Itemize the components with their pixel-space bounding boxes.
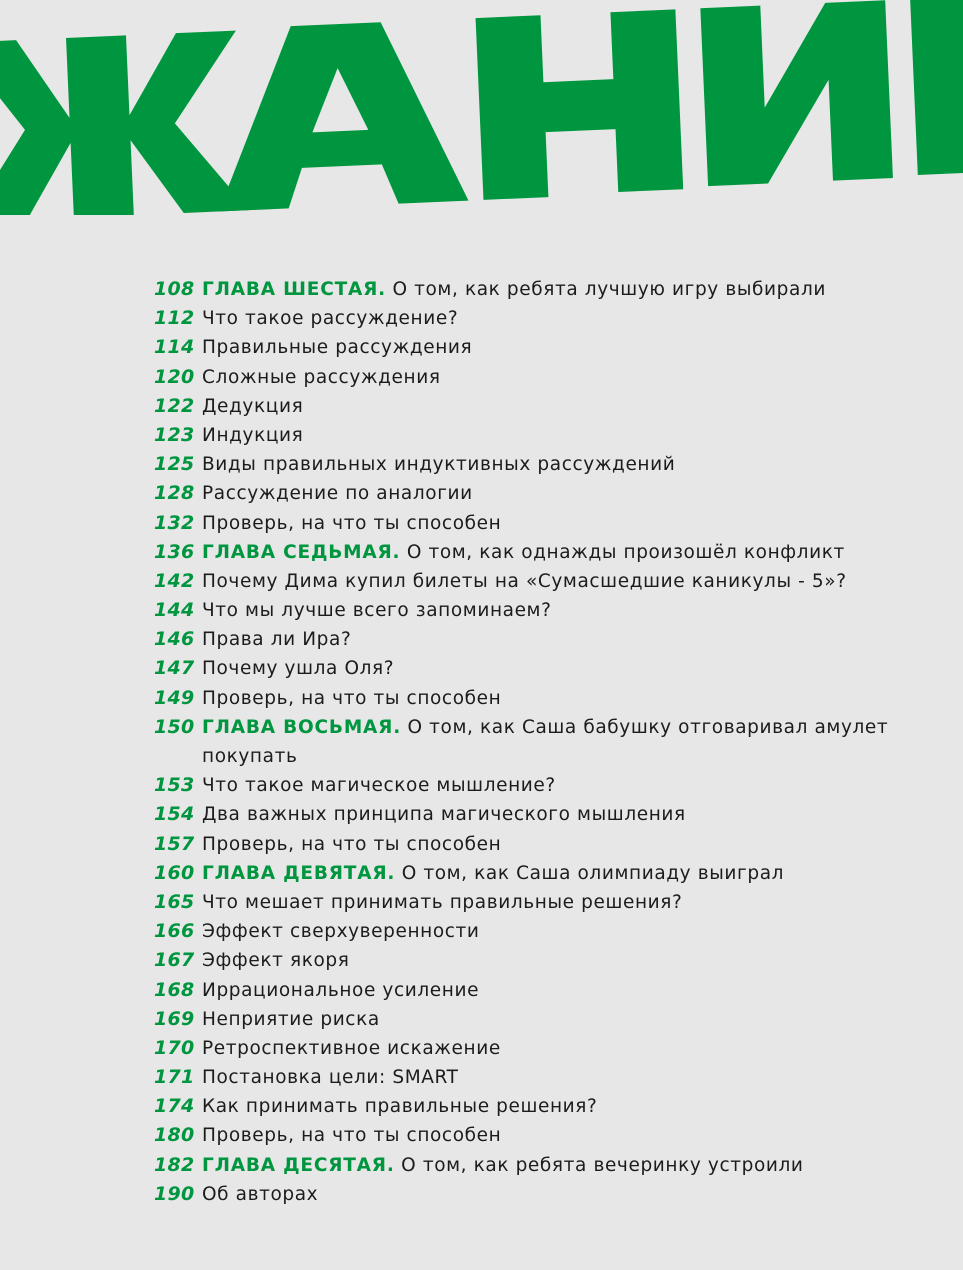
entry-title: Проверь, на что ты способен — [202, 1125, 502, 1147]
entry-title: Эффект сверхуверенности — [202, 921, 480, 943]
entry-text — [202, 654, 944, 683]
entry-title: Дедукция — [202, 395, 304, 417]
toc-row — [154, 946, 944, 975]
entry-title: Правильные рассуждения — [202, 337, 473, 359]
page-number: 160 — [154, 861, 195, 884]
page-number: 123 — [154, 423, 195, 446]
entry-title: О том, как однажды произошёл конфликт — [406, 541, 845, 563]
entry-text — [202, 684, 944, 713]
page-number: 142 — [154, 569, 195, 592]
entry-text — [202, 1092, 944, 1121]
page-number: 136 — [154, 540, 195, 563]
entry-text — [202, 800, 944, 829]
entry-text — [202, 1063, 944, 1092]
entry-title: Как принимать правильные решения? — [202, 1096, 598, 1118]
page-number: 125 — [154, 453, 195, 476]
entry-text — [202, 567, 944, 596]
page-number: 154 — [154, 803, 195, 826]
title-banner — [0, 0, 963, 215]
toc-row — [154, 304, 944, 333]
toc-row — [154, 976, 944, 1005]
entry-text — [202, 304, 944, 333]
entry-title: О том, как ребята лучшую игру выбирали — [392, 279, 826, 300]
entry-title: Об авторах — [202, 1183, 319, 1205]
toc-chapter-row — [154, 713, 944, 771]
toc-row — [154, 888, 944, 917]
page-number: 168 — [154, 978, 195, 1001]
entry-title: Что такое магическое мышление? — [202, 775, 556, 797]
page-number: 132 — [154, 511, 195, 534]
toc-row — [154, 392, 944, 421]
entry-title: Индукция — [202, 424, 304, 446]
entry-title: Проверь, на что ты способен — [202, 687, 502, 709]
entry-title: Проверь, на что ты способен — [202, 833, 502, 855]
toc-row — [154, 771, 944, 800]
entry-text — [202, 946, 944, 975]
page-number: 171 — [154, 1066, 195, 1089]
toc-row — [154, 450, 944, 479]
page-number: 153 — [154, 774, 195, 797]
entry-title: Сложные рассуждения — [202, 366, 441, 388]
entry-title: Почему Дима купил билеты на «Сумасшедшие каникулы - 5»? — [202, 570, 847, 592]
entry-text — [202, 421, 944, 450]
toc-row — [154, 421, 944, 450]
entry-text — [202, 450, 944, 479]
toc-row — [154, 479, 944, 508]
page-number: 144 — [154, 599, 195, 622]
entry-title: О том, как ребята вечеринку устроили — [401, 1154, 804, 1176]
entry-text — [202, 479, 944, 508]
toc-chapter-row — [154, 859, 944, 888]
toc-chapter-row — [154, 275, 944, 304]
chapter-label: ГЛАВА ШЕСТАЯ. — [202, 279, 387, 300]
entry-text — [202, 771, 944, 800]
chapter-label: ГЛАВА СЕДЬМАЯ. — [202, 541, 401, 563]
entry-title: Эффект якоря — [202, 950, 350, 972]
toc-row — [154, 596, 944, 625]
toc-row — [154, 567, 944, 596]
page-number: 147 — [154, 657, 195, 680]
entry-text — [202, 509, 944, 538]
page-number: 180 — [154, 1124, 195, 1147]
page-number: 165 — [154, 890, 195, 913]
chapter-label: ГЛАВА ВОСЬМАЯ. — [202, 716, 402, 738]
toc-row — [154, 800, 944, 829]
toc-row — [154, 625, 944, 654]
entry-title: Проверь, на что ты способен — [202, 512, 502, 534]
entry-title: Что мы лучше всего запоминаем? — [202, 600, 552, 622]
toc-row — [154, 1034, 944, 1063]
entry-text — [202, 1180, 944, 1209]
entry-text — [202, 976, 944, 1005]
entry-text — [202, 888, 944, 917]
chapter-label: ГЛАВА ДЕСЯТАЯ. — [202, 1154, 395, 1176]
banner-lettering — [0, 0, 963, 215]
toc-row — [154, 333, 944, 362]
page-number: 112 — [154, 307, 195, 330]
entry-text — [202, 275, 944, 304]
page-number: 190 — [154, 1182, 195, 1205]
toc-chapter-row — [154, 538, 944, 567]
entry-title: Что такое рассуждение? — [202, 308, 459, 330]
page-number: 146 — [154, 628, 195, 651]
page-number: 122 — [154, 394, 195, 417]
entry-text — [202, 1121, 944, 1150]
entry-text — [202, 1034, 944, 1063]
page-number: 108 — [154, 278, 195, 300]
entry-title: Ретроспективное искажение — [202, 1037, 501, 1059]
entry-text — [202, 713, 944, 771]
page-number: 157 — [154, 832, 195, 855]
table-of-contents — [154, 275, 944, 1209]
entry-title: Неприятие риска — [202, 1008, 380, 1030]
entry-title: Иррациональное усиление — [202, 979, 480, 1001]
entry-title: О том, как Саша бабушку отговаривал амулет покупать — [202, 716, 889, 768]
toc-row — [154, 363, 944, 392]
toc-row — [154, 1092, 944, 1121]
entry-title: Постановка цели: SMART — [202, 1067, 459, 1089]
entry-title: Что мешает принимать правильные решения? — [202, 891, 683, 913]
entry-text — [202, 625, 944, 654]
toc-row — [154, 1180, 944, 1209]
entry-title: Права ли Ира? — [202, 629, 352, 651]
page-number: 128 — [154, 482, 195, 505]
page-number: 166 — [154, 920, 195, 943]
toc-chapter-row — [154, 1151, 944, 1180]
entry-title: Почему ушла Оля? — [202, 658, 395, 680]
chapter-label: ГЛАВА ДЕВЯТАЯ. — [202, 862, 396, 884]
toc-row — [154, 684, 944, 713]
entry-text — [202, 1005, 944, 1034]
page-number: 120 — [154, 365, 195, 388]
toc-row — [154, 830, 944, 859]
toc-row — [154, 509, 944, 538]
entry-text — [202, 363, 944, 392]
page-number: 174 — [154, 1095, 195, 1118]
page-number: 150 — [154, 715, 195, 738]
entry-text — [202, 917, 944, 946]
page-number: 114 — [154, 336, 195, 359]
entry-text — [202, 830, 944, 859]
entry-text — [202, 859, 944, 888]
toc-row — [154, 1121, 944, 1150]
entry-text — [202, 333, 944, 362]
page-number: 170 — [154, 1036, 195, 1059]
toc-row — [154, 654, 944, 683]
entry-title: О том, как Саша олимпиаду выиграл — [401, 862, 785, 884]
page-number: 167 — [154, 949, 195, 972]
entry-title: Виды правильных индуктивных рассуждений — [202, 454, 676, 476]
toc-row — [154, 1063, 944, 1092]
page-number: 169 — [154, 1007, 195, 1030]
entry-text — [202, 1151, 944, 1180]
entry-text — [202, 538, 944, 567]
toc-row — [154, 1005, 944, 1034]
entry-text — [202, 392, 944, 421]
page-number: 182 — [154, 1153, 195, 1176]
entry-text — [202, 596, 944, 625]
entry-title: Рассуждение по аналогии — [202, 483, 473, 505]
page-number: 149 — [154, 686, 195, 709]
toc-row — [154, 917, 944, 946]
entry-title: Два важных принципа магического мышления — [202, 804, 686, 826]
